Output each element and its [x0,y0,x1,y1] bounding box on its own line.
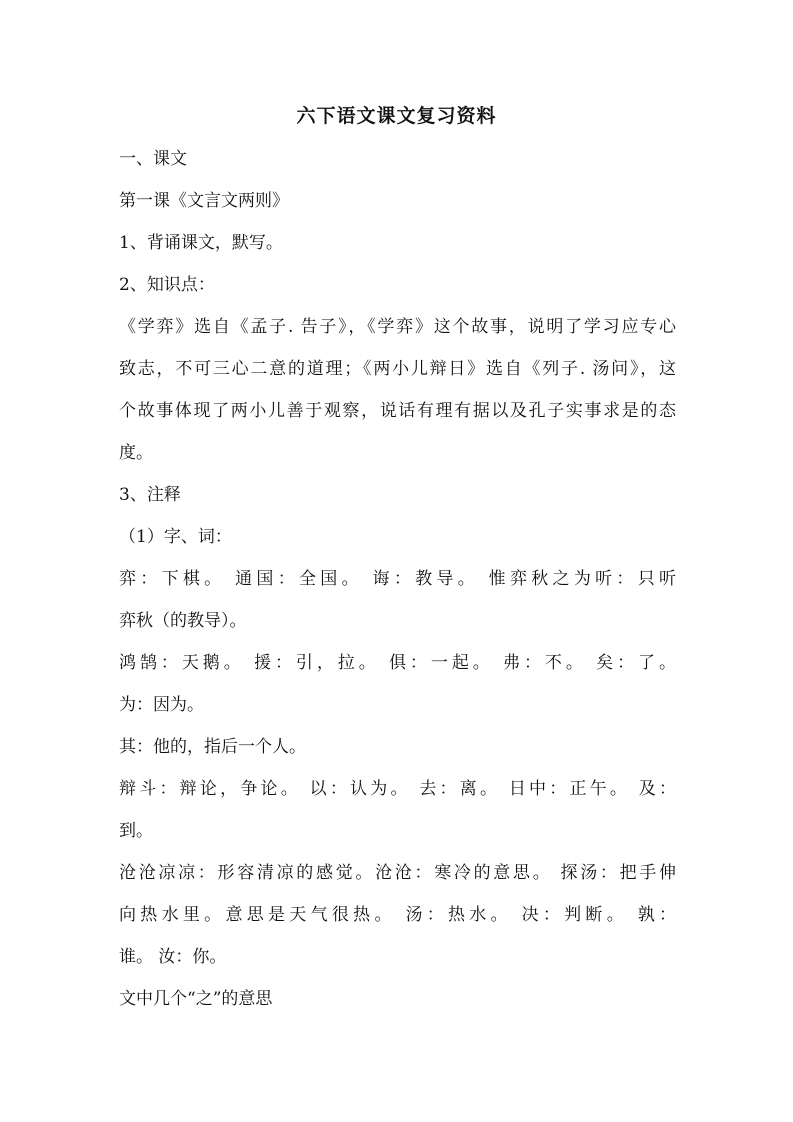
paragraph-line: 《学弈》选自《孟子. 告子》，《学弈》这个故事，说明了学习应专心 [119,317,676,337]
document-title: 六下语文课文复习资料 [296,105,497,127]
item-annotations: 3、注释 [119,485,181,505]
item-recite: 1、背诵课文，默写。 [119,233,283,253]
subitem-words: （1）字、词： [119,527,232,547]
paragraph-line: 个故事体现了两小儿善于观察，说话有理有据以及孔子实事求是的态 [119,401,676,421]
definition-line: 弈：下棋。 通国：全国。 诲：教导。 惟弈秋之为听：只听 [119,569,676,589]
definition-line: 其：他的，指后一个人。 [119,737,306,757]
paragraph-line: 度。 [119,443,153,463]
definition-line: 为：因为。 [119,695,204,715]
definition-line: 弈秋（的教导）。 [119,611,247,631]
lesson-heading: 第一课《文言文两则》 [119,191,289,211]
item-knowledge-points: 2、知识点： [119,275,215,295]
subheading-zhi-meanings: 文中几个“之”的意思 [119,989,273,1009]
section-heading-lessons: 一、课文 [119,149,187,169]
document-body [119,143,676,1025]
definition-line: 鸿鹄：天鹅。 援：引，拉。 俱：一起。 弗：不。 矣：了。 [119,653,676,673]
definition-line: 到。 [119,821,153,841]
paragraph-line: 致志，不可三心二意的道理；《两小儿辩日》选自《列子. 汤问》，这 [119,359,676,379]
definition-line: 向热水里。意思是天气很热。 汤：热水。 决：判断。 孰： [119,905,676,925]
definition-line: 谁。 汝：你。 [119,947,227,967]
definition-line: 辩斗：辩论，争论。 以：认为。 去：离。 日中：正午。 及： [119,779,676,799]
definition-line: 沧沧凉凉：形容清凉的感觉。沧沧：寒冷的意思。 探汤：把手伸 [119,863,676,883]
